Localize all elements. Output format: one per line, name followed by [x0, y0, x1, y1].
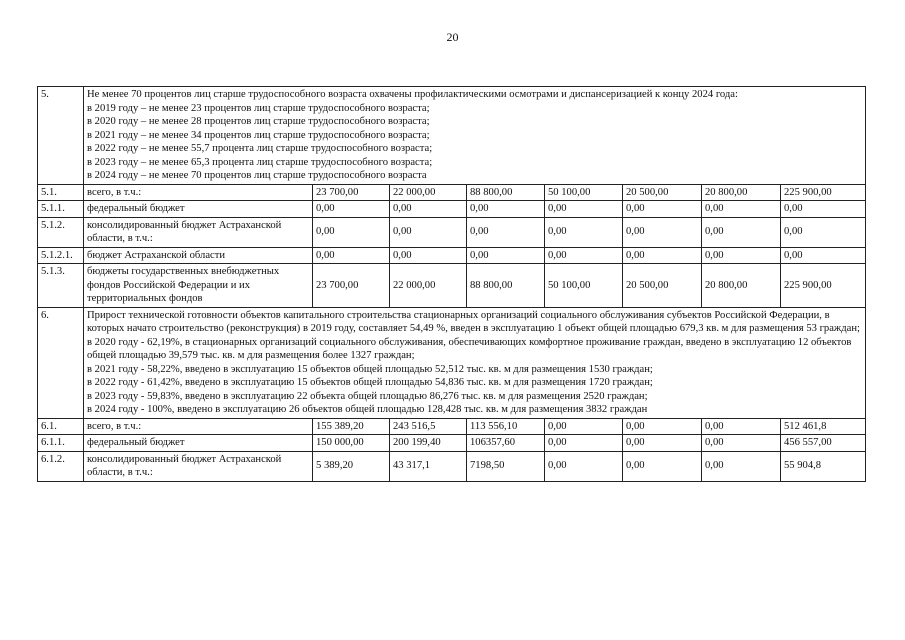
row-value: 7198,50 [467, 451, 545, 481]
row-value: 23 700,00 [313, 264, 390, 308]
row-value: 0,00 [702, 418, 781, 435]
table-row [38, 247, 866, 264]
row-value: 0,00 [467, 247, 545, 264]
table-row [38, 418, 866, 435]
row-value: 200 199,40 [390, 435, 467, 452]
section-number: 6. [38, 307, 84, 418]
row-value: 55 904,8 [781, 451, 866, 481]
row-value: 0,00 [545, 435, 623, 452]
section-text-line: в 2021 году – не менее 34 процентов лиц старше трудоспособного возраста; [87, 129, 430, 141]
row-value: 0,00 [545, 247, 623, 264]
row-number: 6.1. [38, 418, 84, 435]
row-value: 5 389,20 [313, 451, 390, 481]
row-value: 20 500,00 [623, 184, 702, 201]
row-value: 225 900,00 [781, 264, 866, 308]
page-number: 20 [446, 30, 459, 44]
row-value: 0,00 [390, 201, 467, 218]
section-text-line: в 2023 году – не менее 65,3 процента лиц старше трудоспособного возраста; [87, 156, 433, 168]
section-text-line: в 2022 году – не менее 55,7 процента лиц старше трудоспособного возраста; [87, 143, 433, 154]
row-value: 0,00 [545, 418, 623, 435]
table-row [38, 184, 866, 201]
row-value: 23 700,00 [313, 184, 390, 201]
row-value: 0,00 [781, 217, 866, 247]
table-body [38, 87, 866, 482]
row-value: 20 800,00 [702, 184, 781, 201]
row-value: 456 557,00 [781, 435, 866, 452]
row-value: 0,00 [313, 201, 390, 218]
row-value: 43 317,1 [390, 451, 467, 481]
row-value: 22 000,00 [390, 184, 467, 201]
row-label: федеральный бюджет [84, 435, 313, 452]
section-description [84, 87, 866, 185]
section-header-row [38, 87, 866, 185]
section-text-line: в 2020 году – не менее 28 процентов лиц старше трудоспособного возраста; [87, 116, 430, 127]
section-number: 5. [38, 87, 84, 185]
row-value: 20 500,00 [623, 264, 702, 308]
row-value: 0,00 [623, 418, 702, 435]
section-text-line: в 2023 году - 59,83%, введено в эксплуатацию 22 объекта общей площадью 86,276 тыс. кв. м для размещения 2520 граждан; [87, 390, 648, 402]
row-label: консолидированный бюджет Астраханской области, в т.ч.: [84, 217, 313, 247]
row-value: 0,00 [467, 201, 545, 218]
row-value: 0,00 [702, 247, 781, 264]
row-value: 243 516,5 [390, 418, 467, 435]
section-text-line: в 2024 году - 100%, введено в эксплуатацию 26 объектов общей площадью 128,428 тыс. кв. м для размещения 3832 граждан [87, 404, 648, 415]
row-value: 0,00 [702, 451, 781, 481]
row-value: 225 900,00 [781, 184, 866, 201]
row-label: консолидированный бюджет Астраханской области, в т.ч.: [84, 451, 313, 481]
row-number: 5.1. [38, 184, 84, 201]
row-number: 6.1.2. [38, 451, 84, 481]
row-number: 6.1.1. [38, 435, 84, 452]
section-text-line: в 2020 году - 62,19%, в стационарных организаций социального обслуживания, обеспечивающих комфортное проживание граждан, введено в эксплуатацию 12 объектов общей площадью 39,579 тыс. кв. м для размещения более 1327 граждан; [87, 336, 852, 361]
section-text-line: Прирост технической готовности объектов капитального строительства стационарных организаций социального обслуживания субъектов Российской Федерации, в которых начато строительство (реконструкция) в 2019 году, составляет 54,49 %, введен в эксплуатацию 1 объект общей площадью 679,3 кв. м для размещения 53 граждан; [87, 309, 860, 334]
row-value: 0,00 [467, 217, 545, 247]
row-value: 0,00 [702, 435, 781, 452]
row-value: 155 389,20 [313, 418, 390, 435]
table-row [38, 451, 866, 481]
row-value: 88 800,00 [467, 264, 545, 308]
row-value: 0,00 [313, 247, 390, 264]
row-value: 0,00 [623, 435, 702, 452]
section-description [84, 307, 866, 418]
table-row [38, 201, 866, 218]
row-value: 0,00 [702, 201, 781, 218]
row-label: всего, в т.ч.: [84, 418, 313, 435]
row-value: 0,00 [313, 217, 390, 247]
row-number: 5.1.2. [38, 217, 84, 247]
table-row [38, 264, 866, 308]
row-value: 512 461,8 [781, 418, 866, 435]
row-number: 5.1.1. [38, 201, 84, 218]
row-value: 50 100,00 [545, 264, 623, 308]
section-text-line: в 2022 году - 61,42%, введено в эксплуатацию 15 объектов общей площадью 54,836 тыс. кв. м для размещения 1720 граждан; [87, 377, 653, 388]
row-value: 0,00 [623, 201, 702, 218]
row-value: 0,00 [781, 201, 866, 218]
row-label: бюджеты государственных внебюджетных фондов Российской Федерации и их территориальных фондов [84, 264, 313, 308]
row-value: 22 000,00 [390, 264, 467, 308]
row-value: 0,00 [623, 217, 702, 247]
row-number: 5.1.2.1. [38, 247, 84, 264]
row-value: 106357,60 [467, 435, 545, 452]
row-value: 0,00 [390, 217, 467, 247]
row-value: 0,00 [702, 217, 781, 247]
row-value: 113 556,10 [467, 418, 545, 435]
row-label: федеральный бюджет [84, 201, 313, 218]
section-text-line: в 2024 году – не менее 70 процентов лиц старше трудоспособного возраста [87, 170, 427, 181]
row-value: 0,00 [545, 451, 623, 481]
table-row [38, 435, 866, 452]
section-text-line: в 2021 году - 58,22%, введено в эксплуатацию 15 объектов общей площадью 52,512 тыс. кв. м для размещения 1530 граждан; [87, 363, 653, 375]
row-value: 20 800,00 [702, 264, 781, 308]
row-value: 0,00 [623, 247, 702, 264]
row-value: 0,00 [781, 247, 866, 264]
financing-table [37, 86, 866, 482]
row-label: бюджет Астраханской области [84, 247, 313, 264]
row-value: 150 000,00 [313, 435, 390, 452]
row-value: 0,00 [545, 201, 623, 218]
row-value: 88 800,00 [467, 184, 545, 201]
table-row [38, 217, 866, 247]
row-number: 5.1.3. [38, 264, 84, 308]
row-value: 0,00 [545, 217, 623, 247]
section-header-row [38, 307, 866, 418]
row-value: 0,00 [390, 247, 467, 264]
row-label: всего, в т.ч.: [84, 184, 313, 201]
row-value: 0,00 [623, 451, 702, 481]
section-text-line: Не менее 70 процентов лиц старше трудоспособного возраста охвачены профилактическими осмотрами и диспансеризацией к концу 2024 года: [87, 89, 738, 100]
section-text-line: в 2019 году – не менее 23 процентов лиц старше трудоспособного возраста; [87, 102, 430, 114]
row-value: 50 100,00 [545, 184, 623, 201]
